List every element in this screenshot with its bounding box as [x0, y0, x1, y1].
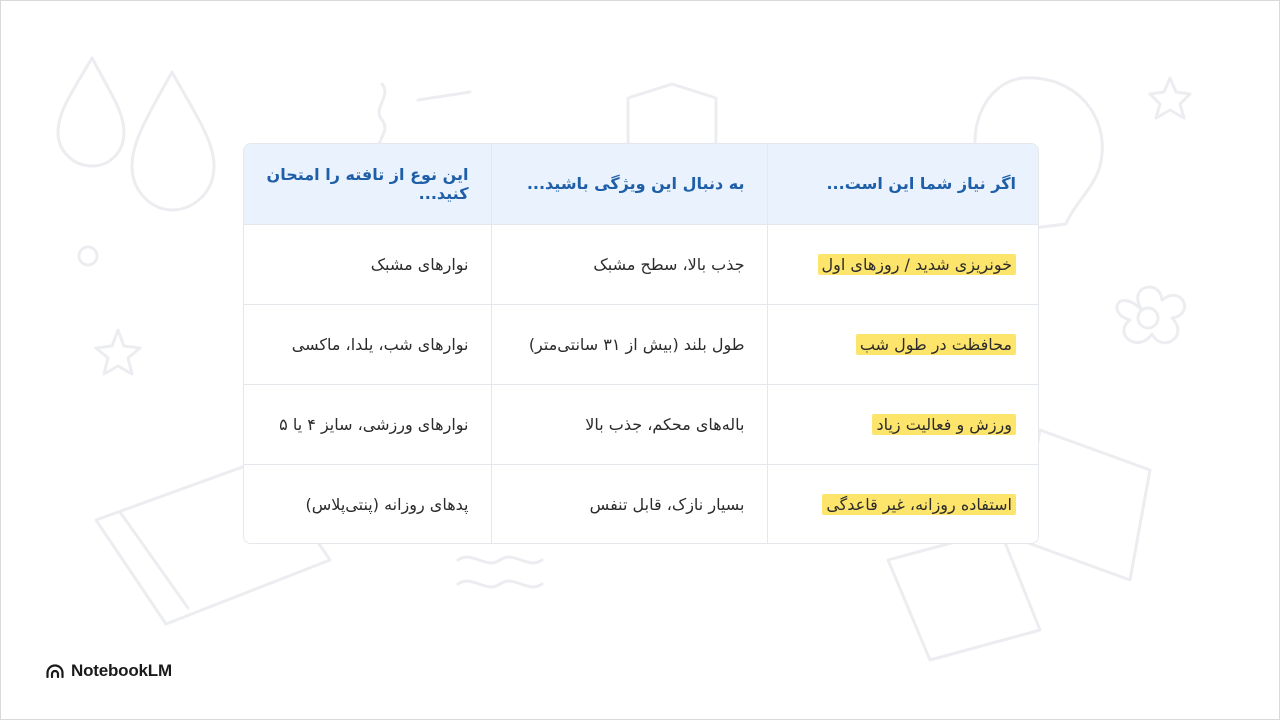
star-doodle-1	[1150, 78, 1190, 118]
need-highlight: خونریزی شدید / روزهای اول	[818, 254, 1016, 275]
star-doodle-2	[96, 330, 140, 374]
table-row	[244, 464, 1038, 544]
table-row	[244, 384, 1038, 464]
need-cell	[767, 304, 1038, 384]
feature-cell: جذب بالا، سطح مشبک	[491, 224, 767, 304]
flower-doodle	[1117, 287, 1185, 343]
header-need: اگر نیاز شما این است...	[767, 144, 1038, 224]
need-highlight: ورزش و فعالیت زیاد	[872, 414, 1016, 435]
feature-cell: باله‌های محکم، جذب بالا	[491, 384, 767, 464]
box-doodle-right	[1020, 430, 1150, 580]
squiggle-doodle	[379, 84, 385, 150]
need-highlight: محافظت در طول شب	[856, 334, 1016, 355]
droplet-doodle-2	[132, 72, 214, 210]
dash-doodle	[418, 92, 470, 100]
notebooklm-logo-icon	[46, 664, 64, 678]
need-cell	[767, 384, 1038, 464]
dot-doodle	[79, 247, 97, 265]
comparison-table-card	[243, 143, 1039, 544]
need-cell	[767, 224, 1038, 304]
table-row	[244, 304, 1038, 384]
droplet-doodle-1	[58, 58, 124, 166]
need-cell	[767, 464, 1038, 544]
product-cell: نوارهای مشبک	[244, 224, 491, 304]
need-highlight: استفاده روزانه، غیر قاعدگی	[822, 494, 1016, 515]
product-cell: نوارهای ورزشی، سایز ۴ یا ۵	[244, 384, 491, 464]
notebooklm-brand	[46, 660, 172, 682]
comparison-table	[244, 144, 1038, 544]
table-header-row	[244, 144, 1038, 224]
product-cell: پدهای روزانه (پنتی‌پلاس)	[244, 464, 491, 544]
feature-cell: بسیار نازک، قابل تنفس	[491, 464, 767, 544]
header-feature: به دنبال این ویژگی باشید...	[491, 144, 767, 224]
product-cell: نوارهای شب، یلدا، ماکسی	[244, 304, 491, 384]
brand-name: NotebookLM	[71, 661, 172, 680]
table-row	[244, 224, 1038, 304]
header-product-type: این نوع از تافته را امتحان کنید...	[244, 144, 491, 224]
waves-doodle	[458, 557, 542, 587]
feature-cell: طول بلند (بیش از ۳۱ سانتی‌متر)	[491, 304, 767, 384]
